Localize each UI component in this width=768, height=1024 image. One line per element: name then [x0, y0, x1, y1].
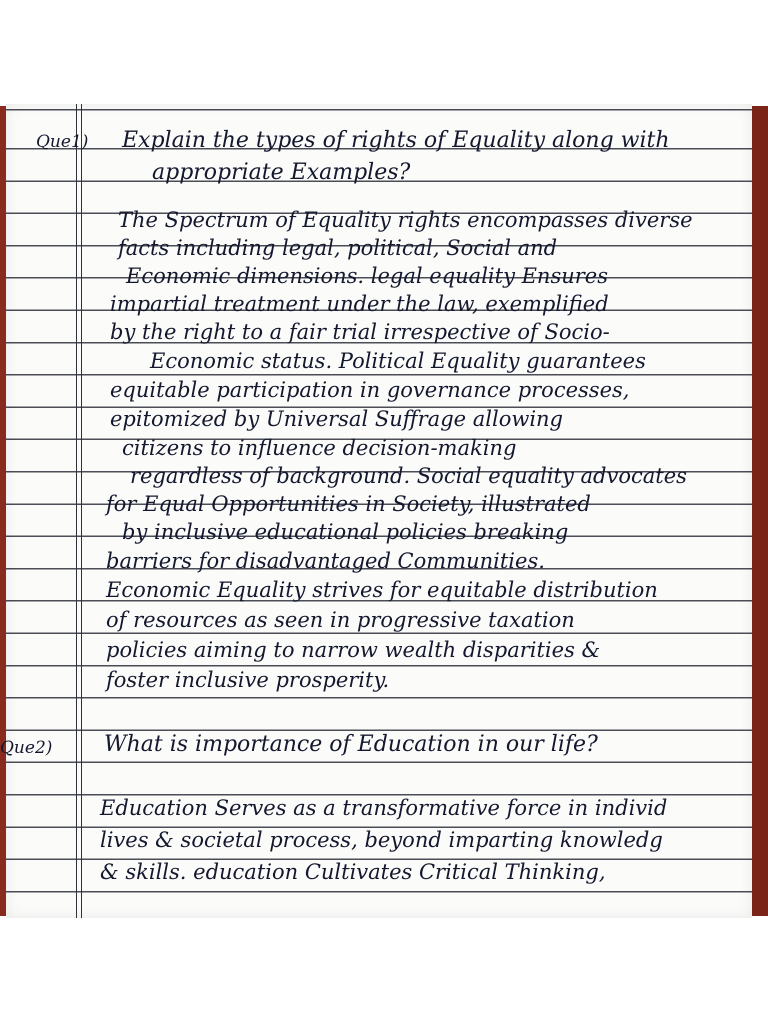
- answer-text-line: policies aiming to narrow wealth disparities &: [106, 638, 601, 662]
- answer-text-line: for Equal Opportunities in Society, illustrated: [106, 492, 591, 516]
- question-label: Que2): [0, 738, 53, 758]
- answer-text-line: epitomized by Universal Suffrage allowing: [110, 407, 563, 431]
- answer-text-line: citizens to influence decision-making: [122, 436, 517, 460]
- answer-text-line: regardless of background. Social equality advocates: [130, 464, 687, 488]
- margin-line: [76, 104, 82, 918]
- answer-text-line: equitable participation in governance processes,: [110, 378, 630, 402]
- answer-text-line: facts including legal, political, Social and: [118, 236, 558, 260]
- answer-text-line: by inclusive educational policies breaking: [122, 520, 569, 544]
- question-text-line: Explain the types of rights of Equality along with: [122, 128, 670, 153]
- answer-text-line: Economic Equality strives for equitable distribution: [106, 578, 658, 602]
- answer-text-line: The Spectrum of Equality rights encompasses diverse: [118, 208, 693, 232]
- ruled-notebook-page: [0, 104, 752, 918]
- question-label: Que1): [36, 132, 89, 152]
- answer-text-line: lives & societal process, beyond imparting knowledg: [100, 828, 663, 852]
- answer-text-line: by the right to a fair trial irrespective of Socio-: [110, 320, 610, 344]
- answer-text-line: Economic dimensions. legal equality Ensures: [126, 264, 609, 288]
- answer-text-line: of resources as seen in progressive taxation: [106, 608, 575, 632]
- answer-text-line: & skills. education Cultivates Critical Thinking,: [100, 860, 606, 884]
- answer-text-line: Education Serves as a transformative force in individ: [100, 796, 668, 820]
- answer-text-line: barriers for disadvantaged Communities.: [106, 549, 545, 573]
- question-text-line: What is importance of Education in our life?: [104, 732, 598, 757]
- question-text-line: appropriate Examples?: [152, 160, 411, 185]
- answer-text-line: Economic status. Political Equality guarantees: [150, 349, 646, 373]
- answer-text-line: impartial treatment under the law, exemplified: [110, 292, 609, 316]
- answer-text-line: foster inclusive prosperity.: [106, 668, 390, 692]
